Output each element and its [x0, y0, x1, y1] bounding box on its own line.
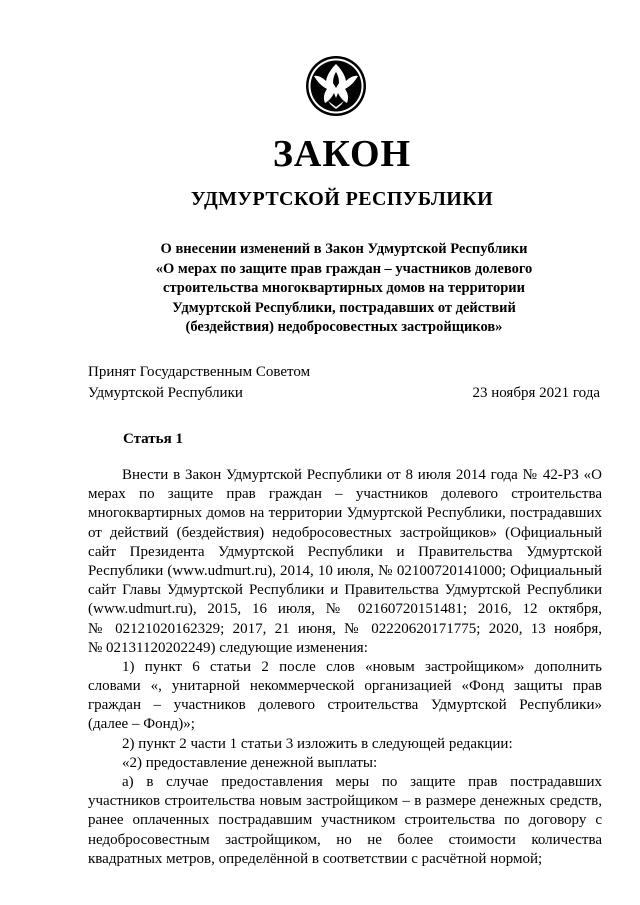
- law-name-line: (бездействия) недобросовестных застройщиков»: [185, 319, 503, 335]
- adoption-line: Принят Государственным Советом: [88, 364, 311, 380]
- body-line: (далее – Фонд)»;: [88, 716, 195, 733]
- document-title: ЗАКОН: [272, 133, 412, 175]
- body-line: от действий (бездействия) недобросовестных застройщиков» (Официальный: [88, 524, 602, 541]
- body-line: граждан – участников долевого строительства Удмуртской Республики»: [88, 697, 602, 714]
- law-name-line: строительства многоквартирных домов на территории: [163, 280, 525, 296]
- body-line: сайт Главы Удмуртской Республики и Правительства Удмуртской Республики: [88, 582, 602, 599]
- adoption-date: 23 ноября 2021 года: [472, 384, 600, 401]
- law-name-line: «О мерах по защите прав граждан – участников долевого: [155, 260, 533, 277]
- body-line: Республики (www.udmurt.ru), 2014, 10 июля, № 02100720141000; Официальный: [88, 562, 602, 579]
- adoption-info: [88, 362, 310, 403]
- law-name-line: Удмуртской Республики, пострадавших от действий: [172, 299, 516, 316]
- law-name-line: О внесении изменений в Закон Удмуртской Республики: [160, 241, 528, 257]
- body-line: многоквартирных домов на территории Удмуртской Республики, пострадавших: [88, 505, 602, 522]
- body-line: квадратных метров, определённой в соответствии с расчётной нормой;: [88, 850, 543, 867]
- coat-of-arms-icon: [305, 55, 367, 117]
- article-heading: Статья 1: [123, 431, 183, 447]
- body-line: участников строительства новым застройщиком – в размере денежных средств,: [88, 793, 602, 810]
- body-line: Внести в Закон Удмуртской Республики от 8 июля 2014 года № 42-РЗ «О: [122, 467, 602, 483]
- law-name: [130, 240, 558, 338]
- body-line: № 02131120202249) следующие изменения:: [88, 639, 368, 656]
- article-body: [88, 466, 602, 869]
- body-line: (www.udmurt.ru), 2015, 16 июля, № 02160720151481; 2016, 12 октября,: [88, 601, 602, 618]
- body-line: 2) пункт 2 части 1 статьи 3 изложить в следующей редакции:: [122, 735, 513, 752]
- body-line: «2) предоставление денежной выплаты:: [122, 754, 378, 771]
- body-line: сайт Президента Удмуртской Республики и Правительства Удмуртской: [88, 543, 602, 560]
- body-line: ранее оплаченных пострадавшим участником строительства по договору с: [88, 812, 602, 829]
- body-line: а) в случае предоставления меры по защите прав пострадавших: [122, 774, 602, 790]
- body-line: недобросовестным застройщиком, но не более стоимости количества: [88, 831, 602, 848]
- body-line: словами «, унитарной некоммерческой организацией «Фонд защиты прав: [88, 678, 602, 695]
- body-line: 1) пункт 6 статьи 2 после слов «новым застройщиком» дополнить: [122, 658, 602, 675]
- body-line: № 02121020162329; 2017, 21 июня, № 02220620171775; 2020, 13 ноября,: [88, 620, 602, 637]
- document-subtitle: УДМУРТСКОЙ РЕСПУБЛИКИ: [190, 188, 494, 210]
- body-line: мерах по защите прав граждан – участников долевого строительства: [88, 486, 602, 503]
- adoption-line: Удмуртской Республики: [88, 384, 243, 401]
